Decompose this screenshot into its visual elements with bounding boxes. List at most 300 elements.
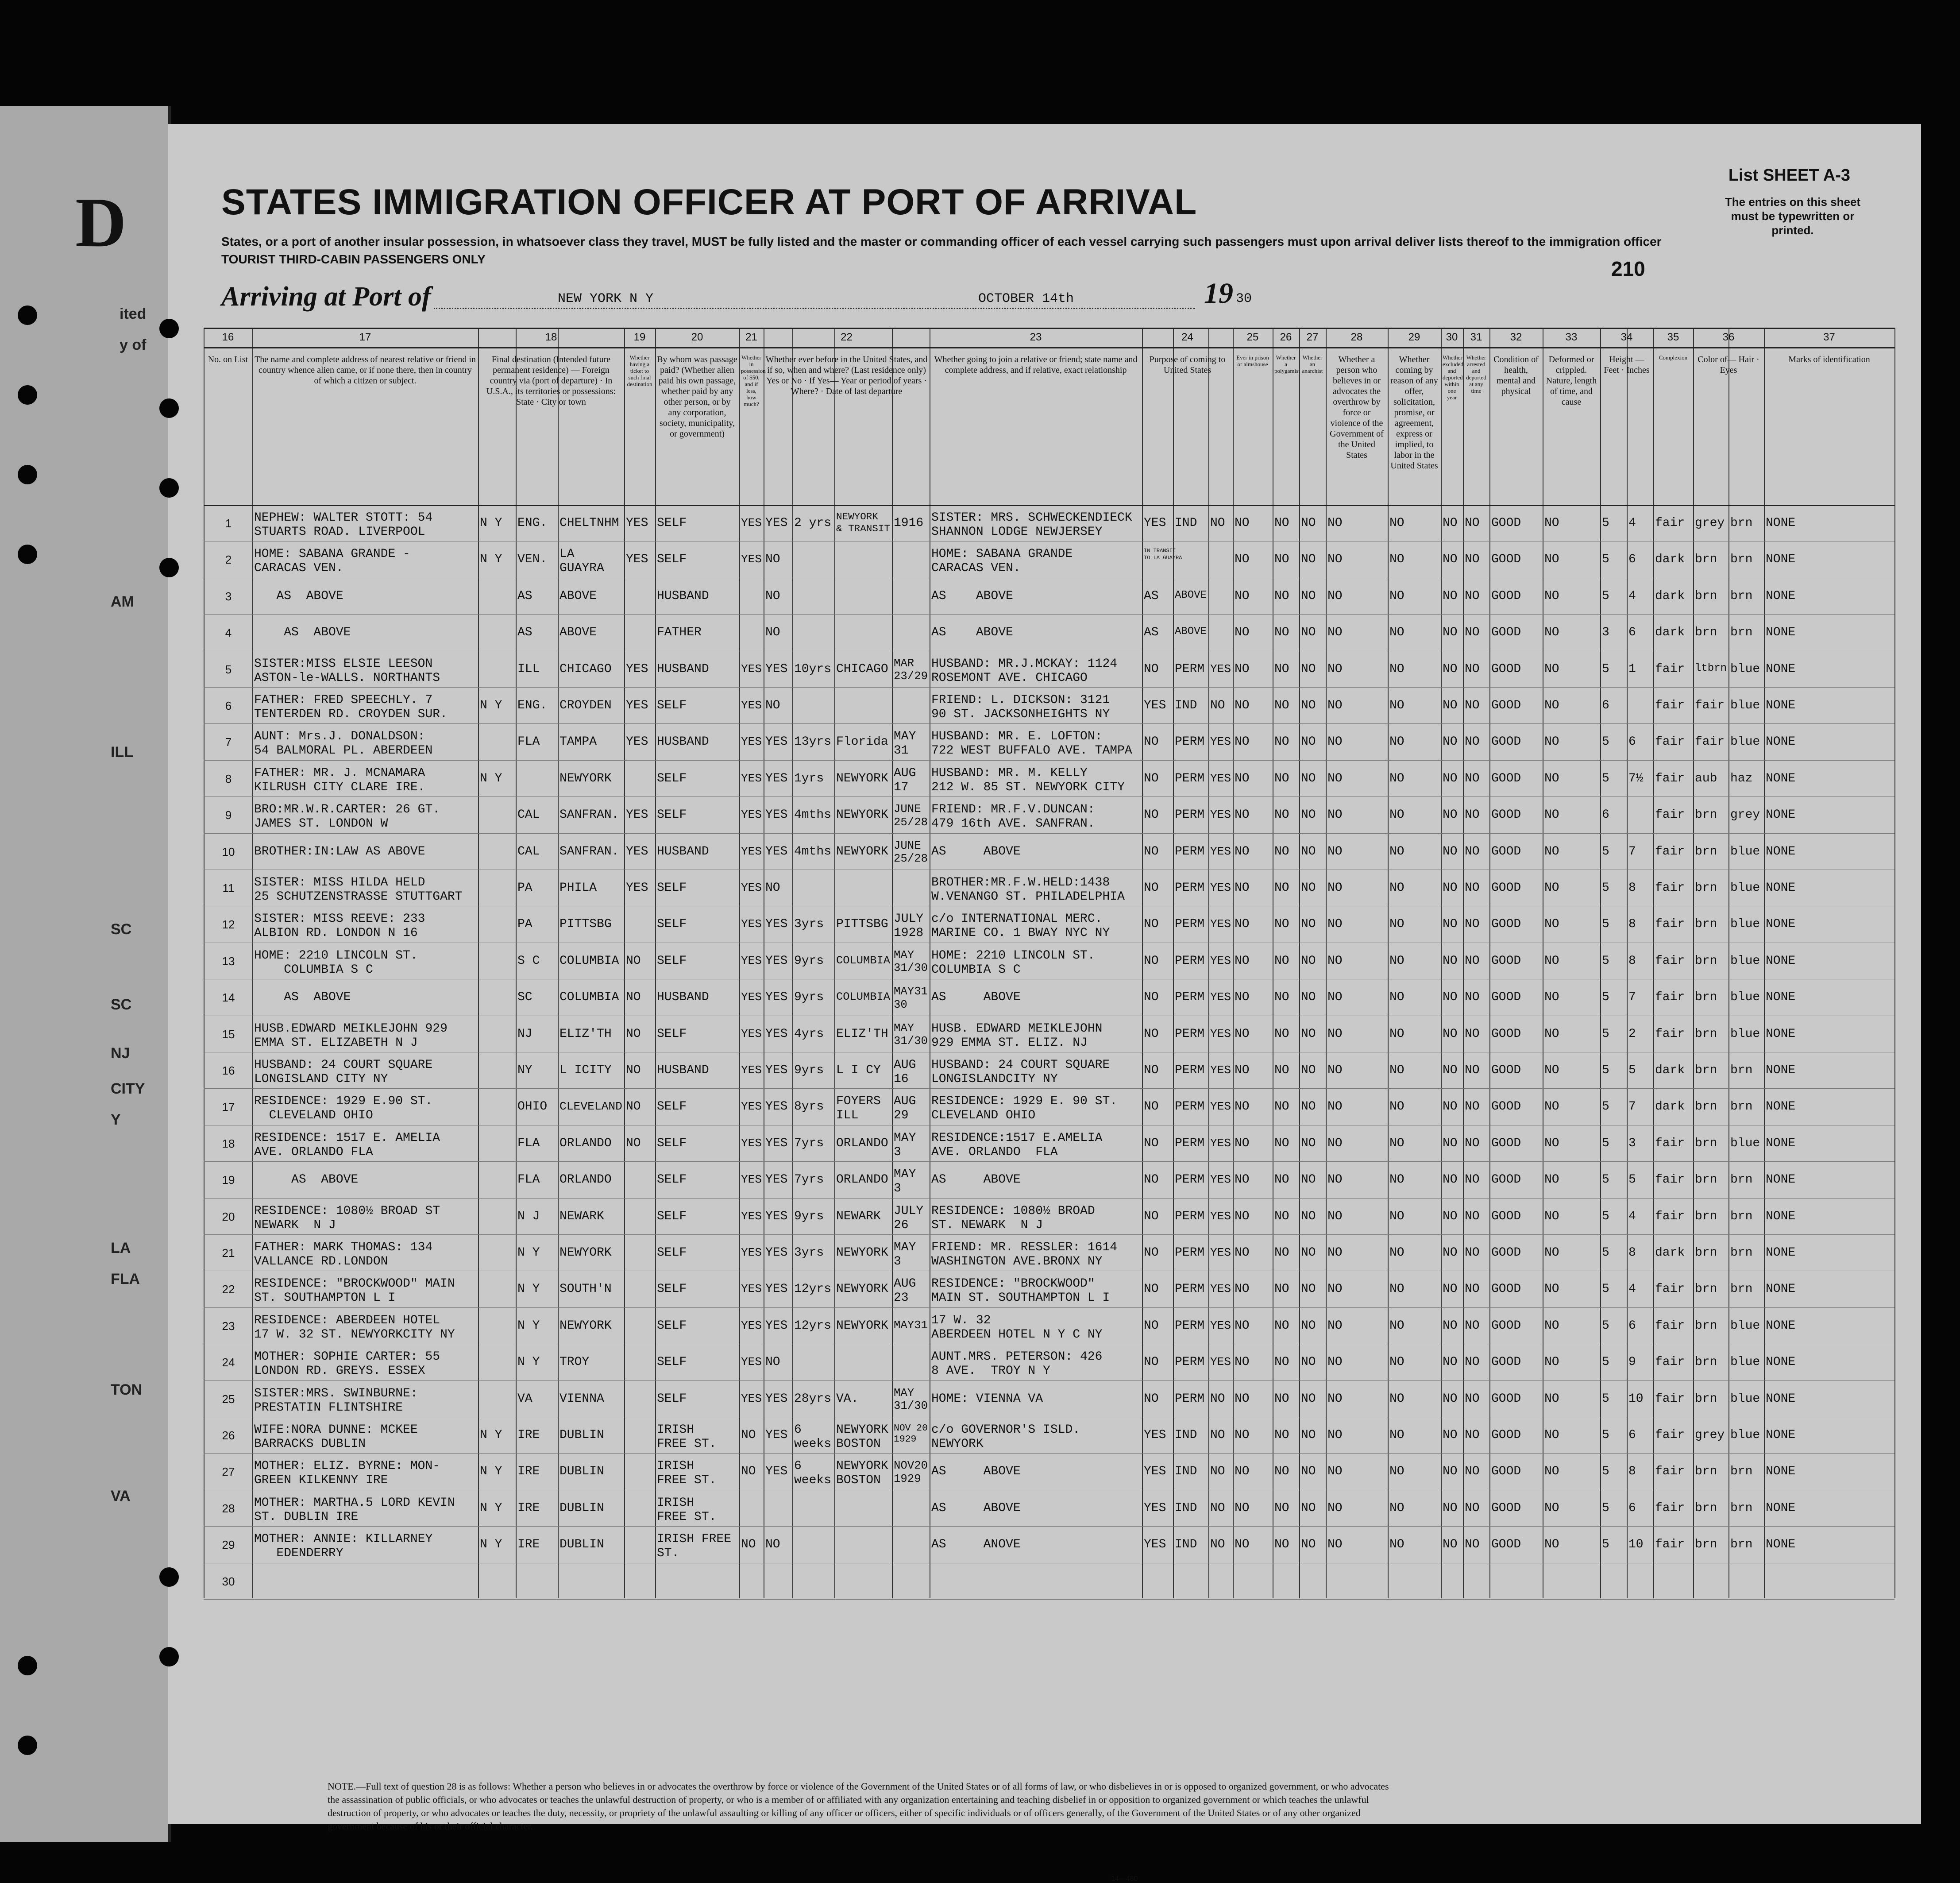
cell-no: 25 xyxy=(222,1392,235,1406)
cell-c27: NO xyxy=(1301,1100,1316,1114)
cell-feet: 6 xyxy=(1602,699,1609,712)
cell-citizen: YES xyxy=(1210,1282,1231,1296)
cell-rel: NEPHEW: WALTER STOTT: 54 STUARTS ROAD. LIVERPOOL xyxy=(254,511,433,539)
cell-c29: NO xyxy=(1389,735,1404,749)
cell-c30: NO xyxy=(1443,1100,1458,1114)
cell-length: PERM xyxy=(1175,1100,1205,1114)
cell-c25: NO xyxy=(1235,1282,1250,1296)
column-header: Whether arrested and deported at any time xyxy=(1466,354,1486,394)
cell-c30: NO xyxy=(1443,626,1458,640)
cell-c26: NO xyxy=(1274,626,1289,640)
cell-eyes: blue xyxy=(1730,1392,1760,1406)
cell-c27: NO xyxy=(1301,626,1316,640)
cell-purpose: NO xyxy=(1144,1246,1159,1260)
table-row xyxy=(204,505,1894,541)
cell-length: PERM xyxy=(1175,954,1205,968)
cell-state: ILL xyxy=(517,662,540,676)
cell-via: N Y xyxy=(480,1538,502,1552)
cell-marks: NONE xyxy=(1766,1136,1796,1150)
cell-c31: NO xyxy=(1465,589,1480,603)
cell-health: GOOD xyxy=(1491,1209,1521,1223)
cell-c25: NO xyxy=(1235,917,1250,932)
cell-paid: HUSBAND xyxy=(657,1063,709,1077)
cell-c25: NO xyxy=(1235,1100,1250,1114)
cell-before: YES xyxy=(765,990,788,1005)
cell-ticket: YES xyxy=(626,662,648,676)
cell-inches: 6 xyxy=(1628,626,1636,640)
cell-hair: brn xyxy=(1695,844,1717,858)
cell-dep: JUNE 25/28 xyxy=(894,839,928,866)
cell-c26: NO xyxy=(1274,881,1289,895)
cell-hair: aub xyxy=(1695,771,1717,785)
cell-c27: NO xyxy=(1301,1428,1316,1442)
cell-years: 12yrs xyxy=(794,1282,832,1296)
table-row xyxy=(204,797,1894,833)
cell-length: PERM xyxy=(1175,1027,1205,1041)
cell-citizen: NO xyxy=(1210,516,1225,530)
cell-c28: NO xyxy=(1327,1318,1343,1333)
cell-c27: NO xyxy=(1301,844,1316,858)
binder-hole xyxy=(159,558,179,577)
table-row xyxy=(204,1052,1894,1089)
cell-no: 30 xyxy=(222,1574,235,1588)
cell-money: YES xyxy=(741,1282,762,1296)
cell-deformed: NO xyxy=(1544,771,1559,785)
cell-city: CROYDEN xyxy=(559,699,612,712)
cell-marks: NONE xyxy=(1766,1282,1796,1296)
cell-dep: 1916 xyxy=(894,516,924,530)
cell-feet: 5 xyxy=(1602,1428,1609,1442)
cell-complexion: fair xyxy=(1655,990,1685,1005)
cell-c26: NO xyxy=(1274,553,1289,567)
cell-feet: 5 xyxy=(1602,990,1609,1005)
column-number: 21 xyxy=(745,331,757,343)
cell-ticket: NO xyxy=(626,1063,641,1077)
cell-before: YES xyxy=(765,662,788,676)
cell-money: YES xyxy=(741,1318,762,1332)
previous-page-fragment: VA xyxy=(111,1488,131,1504)
cell-c30: NO xyxy=(1443,553,1458,567)
cell-c31: NO xyxy=(1465,1027,1480,1041)
cell-c31: NO xyxy=(1465,1318,1480,1333)
cell-no: 26 xyxy=(222,1429,235,1442)
table-row xyxy=(204,760,1894,797)
cell-before: YES xyxy=(765,1392,788,1406)
cell-years: 4yrs xyxy=(794,1027,824,1041)
cell-c27: NO xyxy=(1301,553,1316,567)
cell-join: AS ABOVE xyxy=(931,1501,1021,1515)
cell-before: NO xyxy=(765,553,780,567)
cell-c26: NO xyxy=(1274,1027,1289,1041)
cell-dep: NOV 20 1929 xyxy=(894,1423,928,1445)
cell-c31: NO xyxy=(1465,881,1480,895)
column-number: 22 xyxy=(841,331,853,343)
cell-years: 4mths xyxy=(794,844,832,858)
cell-length: PERM xyxy=(1175,1063,1205,1077)
cell-c26: NO xyxy=(1274,1173,1289,1187)
cell-marks: NONE xyxy=(1766,699,1796,712)
cell-no: 20 xyxy=(222,1210,235,1223)
cell-c26: NO xyxy=(1274,662,1289,676)
cell-via: N Y xyxy=(480,516,502,530)
cell-c26: NO xyxy=(1274,1501,1289,1515)
cell-deformed: NO xyxy=(1544,1282,1559,1296)
cell-marks: NONE xyxy=(1766,917,1796,932)
cell-paid: SELF xyxy=(657,1027,687,1041)
cell-ticket: NO xyxy=(626,1136,641,1150)
cell-via: N Y xyxy=(480,1428,502,1442)
cell-complexion: dark xyxy=(1655,589,1685,603)
cell-paid: SELF xyxy=(657,1318,687,1333)
column-number: 25 xyxy=(1246,331,1259,343)
cell-purpose: NO xyxy=(1144,881,1159,895)
cell-no: 22 xyxy=(222,1283,235,1296)
cell-inches: 8 xyxy=(1628,881,1636,895)
cell-no: 29 xyxy=(222,1538,235,1552)
cell-c29: NO xyxy=(1389,844,1404,858)
cell-c25: NO xyxy=(1235,1538,1250,1552)
cell-c26: NO xyxy=(1274,917,1289,932)
cell-before: NO xyxy=(765,589,780,603)
table-row xyxy=(204,1344,1894,1380)
cell-state: VEN. xyxy=(517,553,548,567)
cell-marks: NONE xyxy=(1766,516,1796,530)
cell-c27: NO xyxy=(1301,917,1316,932)
column-number: 31 xyxy=(1470,331,1482,343)
cell-citizen: NO xyxy=(1210,1538,1225,1552)
cell-health: GOOD xyxy=(1491,917,1521,932)
cell-city: NEWYORK xyxy=(559,771,612,785)
cell-feet: 5 xyxy=(1602,735,1609,749)
cell-c31: NO xyxy=(1465,1209,1480,1223)
cell-citizen: YES xyxy=(1210,1355,1231,1369)
cell-dep: AUG 16 xyxy=(894,1058,916,1086)
cell-join: 17 W. 32 ABERDEEN HOTEL N Y C NY xyxy=(931,1313,1103,1342)
cell-dep: MAY 3 xyxy=(894,1168,916,1196)
cell-where: ORLANDO xyxy=(836,1136,888,1150)
cell-c27: NO xyxy=(1301,954,1316,968)
cell-eyes: brn xyxy=(1730,516,1753,530)
cell-complexion: fair xyxy=(1655,1355,1685,1369)
cell-inches: 6 xyxy=(1628,1501,1636,1515)
cell-health: GOOD xyxy=(1491,1538,1521,1552)
cell-feet: 5 xyxy=(1602,1355,1609,1369)
cell-rel: HUSBAND: 24 COURT SQUARE LONGISLAND CITY NY xyxy=(254,1058,433,1086)
cell-city: TROY xyxy=(559,1355,590,1369)
binder-hole xyxy=(159,398,179,418)
cell-state: NY xyxy=(517,1063,532,1077)
date-fill-line xyxy=(903,308,1195,309)
binder-hole xyxy=(18,305,37,325)
cell-hair: brn xyxy=(1695,1173,1717,1187)
cell-deformed: NO xyxy=(1544,1136,1559,1150)
cell-c30: NO xyxy=(1443,990,1458,1005)
cell-length: IND xyxy=(1175,1428,1197,1442)
cell-c26: NO xyxy=(1274,1136,1289,1150)
cell-c30: NO xyxy=(1443,662,1458,676)
column-header: Whether in possession of $50, and if less, how much? xyxy=(741,354,766,407)
cell-c29: NO xyxy=(1389,881,1404,895)
cell-c29: NO xyxy=(1389,1063,1404,1077)
cell-c28: NO xyxy=(1327,662,1343,676)
cell-citizen: YES xyxy=(1210,881,1231,894)
cell-c27: NO xyxy=(1301,1501,1316,1515)
cell-no: 10 xyxy=(222,845,235,858)
cell-paid: HUSBAND xyxy=(657,990,709,1005)
cell-where: NEWYORK xyxy=(836,1318,888,1333)
cell-rel: RESIDENCE: 1929 E.90 ST. CLEVELAND OHIO xyxy=(254,1094,433,1123)
cell-citizen: YES xyxy=(1210,1209,1231,1223)
cell-eyes: brn xyxy=(1730,1538,1753,1552)
cell-inches: 8 xyxy=(1628,1246,1636,1260)
table-row xyxy=(204,943,1894,979)
cell-marks: NONE xyxy=(1766,626,1796,640)
cell-length: PERM xyxy=(1175,1209,1205,1223)
cell-c28: NO xyxy=(1327,626,1343,640)
cell-c25: NO xyxy=(1235,1063,1250,1077)
cell-money: YES xyxy=(741,1063,762,1077)
cell-c30: NO xyxy=(1443,1282,1458,1296)
cell-deformed: NO xyxy=(1544,917,1559,932)
cell-no: 3 xyxy=(225,589,232,603)
cell-c28: NO xyxy=(1327,699,1343,712)
cell-inches: 4 xyxy=(1628,1282,1636,1296)
cell-hair: brn xyxy=(1695,1100,1717,1114)
cell-hair: brn xyxy=(1695,1246,1717,1260)
cell-marks: NONE xyxy=(1766,1173,1796,1187)
cell-citizen: NO xyxy=(1210,699,1225,712)
cell-c27: NO xyxy=(1301,1027,1316,1041)
cell-ticket: NO xyxy=(626,1027,641,1041)
cell-c26: NO xyxy=(1274,954,1289,968)
cell-join: AS ANOVE xyxy=(931,1538,1021,1552)
cell-marks: NONE xyxy=(1766,954,1796,968)
cell-health: GOOD xyxy=(1491,1027,1521,1041)
cell-c27: NO xyxy=(1301,1465,1316,1479)
cell-state: FLA xyxy=(517,735,540,749)
cell-paid: IRISH FREE ST. xyxy=(657,1459,717,1488)
cell-paid: IRISH FREE ST. xyxy=(657,1423,717,1451)
cell-hair: grey xyxy=(1695,1428,1725,1442)
cell-complexion: fair xyxy=(1655,735,1685,749)
column-header: Whether going to join a relative or friend; state name and complete address, and if relative, exact relationship xyxy=(934,355,1138,375)
cell-length: IND xyxy=(1175,1538,1197,1552)
cell-c31: NO xyxy=(1465,1355,1480,1369)
cell-rel: SISTER:MISS ELSIE LEESON ASTON-le-WALLS. NORTHANTS xyxy=(254,657,440,685)
table-row xyxy=(204,1088,1894,1125)
cell-dep: NOV20 1929 xyxy=(894,1459,928,1486)
cell-rel: HUSB.EDWARD MEIKLEJOHN 929 EMMA ST. ELIZABETH N J xyxy=(254,1021,448,1050)
cell-feet: 5 xyxy=(1602,844,1609,858)
cell-c26: NO xyxy=(1274,516,1289,530)
cell-eyes: blue xyxy=(1730,881,1760,895)
column-header: Whether having a ticket to such final destination xyxy=(627,354,652,387)
cell-before: YES xyxy=(765,1027,788,1041)
cell-c25: NO xyxy=(1235,1392,1250,1406)
cell-eyes: grey xyxy=(1730,808,1760,822)
cell-feet: 5 xyxy=(1602,1501,1609,1515)
cell-join: c/o GOVERNOR'S ISLD. NEWYORK xyxy=(931,1423,1080,1451)
cell-complexion: fair xyxy=(1655,771,1685,785)
entries-note: The entries on this sheet must be typewritten or printed. xyxy=(1725,195,1861,237)
cell-join: HOME: 2210 LINCOLN ST. COLUMBIA S C xyxy=(931,948,1095,977)
cell-hair: brn xyxy=(1695,1465,1717,1479)
cell-complexion: fair xyxy=(1655,1428,1685,1442)
cell-paid: SELF xyxy=(657,881,687,895)
cell-dep: AUG 23 xyxy=(894,1277,916,1305)
cell-eyes: brn xyxy=(1730,589,1753,603)
table-row xyxy=(204,1161,1894,1198)
cell-before: NO xyxy=(765,626,780,640)
cell-no: 4 xyxy=(225,626,232,640)
cell-inches: 5 xyxy=(1628,1063,1636,1077)
cell-c27: NO xyxy=(1301,1318,1316,1333)
cell-money: YES xyxy=(741,1392,762,1405)
cell-state: VA xyxy=(517,1392,532,1406)
cell-c29: NO xyxy=(1389,808,1404,822)
cell-money: YES xyxy=(741,1355,762,1369)
cell-no: 19 xyxy=(222,1173,235,1187)
cell-state: N J xyxy=(517,1209,540,1223)
cell-c27: NO xyxy=(1301,516,1316,530)
cell-c30: NO xyxy=(1443,1209,1458,1223)
cell-c28: NO xyxy=(1327,1173,1343,1187)
cell-c26: NO xyxy=(1274,1209,1289,1223)
cell-c29: NO xyxy=(1389,1501,1404,1515)
cell-c30: NO xyxy=(1443,844,1458,858)
cell-health: GOOD xyxy=(1491,881,1521,895)
cell-money: YES xyxy=(741,553,762,566)
cell-citizen: NO xyxy=(1210,1392,1225,1406)
cell-c30: NO xyxy=(1443,699,1458,712)
cell-eyes: blue xyxy=(1730,699,1760,712)
cell-marks: NONE xyxy=(1766,1392,1796,1406)
cell-complexion: fair xyxy=(1655,1318,1685,1333)
cell-purpose: YES xyxy=(1144,699,1166,712)
cell-c25: NO xyxy=(1235,1173,1250,1187)
cell-before: YES xyxy=(765,808,788,822)
cell-health: GOOD xyxy=(1491,844,1521,858)
cell-c27: NO xyxy=(1301,589,1316,603)
cell-paid: HUSBAND xyxy=(657,735,709,749)
cell-before: YES xyxy=(765,516,788,530)
cell-c31: NO xyxy=(1465,1465,1480,1479)
cell-hair: brn xyxy=(1695,1282,1717,1296)
column-number: 30 xyxy=(1446,331,1458,343)
cell-health: GOOD xyxy=(1491,1465,1521,1479)
cell-via: N Y xyxy=(480,699,502,712)
cell-c26: NO xyxy=(1274,1063,1289,1077)
cell-c28: NO xyxy=(1327,771,1343,785)
cell-city: NEWARK xyxy=(559,1209,604,1223)
table-row xyxy=(204,1198,1894,1235)
cell-purpose: NO xyxy=(1144,1173,1159,1187)
cell-deformed: NO xyxy=(1544,1355,1559,1369)
cell-c26: NO xyxy=(1274,1318,1289,1333)
cell-years: 3yrs xyxy=(794,917,824,932)
cell-purpose: NO xyxy=(1144,844,1159,858)
table-row xyxy=(204,1526,1894,1563)
cell-city: NEWYORK xyxy=(559,1246,612,1260)
cell-where: NEWYORK xyxy=(836,808,888,822)
cell-citizen: YES xyxy=(1210,1027,1231,1040)
column-number: 34 xyxy=(1620,331,1633,343)
cell-city: ORLANDO xyxy=(559,1173,612,1187)
column-number: 26 xyxy=(1280,331,1292,343)
cell-c29: NO xyxy=(1389,1173,1404,1187)
cell-c30: NO xyxy=(1443,1355,1458,1369)
cell-c28: NO xyxy=(1327,1246,1343,1260)
cell-complexion: fair xyxy=(1655,1136,1685,1150)
cell-citizen: YES xyxy=(1210,1318,1231,1332)
cell-join: HUSBAND: MR. M. KELLY 212 W. 85 ST. NEWYORK CITY xyxy=(931,766,1125,794)
cell-before: NO xyxy=(765,1538,780,1552)
cell-dep: JULY 26 xyxy=(894,1204,924,1232)
cell-city: CHICAGO xyxy=(559,662,612,676)
cell-no: 12 xyxy=(222,918,235,932)
cell-length: PERM xyxy=(1175,771,1205,785)
arriving-label: Arriving at Port of xyxy=(221,282,431,312)
column-header: Whether excluded and deported within one year xyxy=(1443,354,1463,401)
cell-money: YES xyxy=(741,954,762,967)
cell-eyes: blue xyxy=(1730,1027,1760,1041)
cell-c30: NO xyxy=(1443,1027,1458,1041)
cell-where: ELIZ'TH xyxy=(836,1027,888,1041)
cell-rel: AS ABOVE xyxy=(254,1173,359,1187)
cell-rel: WIFE:NORA DUNNE: MCKEE BARRACKS DUBLIN xyxy=(254,1423,418,1451)
cell-join: AS ABOVE xyxy=(931,844,1021,858)
cell-rel: FATHER: MR. J. MCNAMARA KILRUSH CITY CLARE IRE. xyxy=(254,766,425,794)
cell-feet: 5 xyxy=(1602,1136,1609,1150)
cell-c29: NO xyxy=(1389,553,1404,567)
cell-c31: NO xyxy=(1465,1428,1480,1442)
cell-complexion: fair xyxy=(1655,1027,1685,1041)
cell-c29: NO xyxy=(1389,1100,1404,1114)
cell-c31: NO xyxy=(1465,1282,1480,1296)
cell-paid: SELF xyxy=(657,1246,687,1260)
cell-ticket: NO xyxy=(626,1100,641,1114)
cell-city: DUBLIN xyxy=(559,1538,604,1552)
cell-no: 27 xyxy=(222,1465,235,1479)
cell-feet: 5 xyxy=(1602,1392,1609,1406)
table-row xyxy=(204,1234,1894,1271)
cell-c26: NO xyxy=(1274,771,1289,785)
cell-rel: SISTER: MISS REEVE: 233 ALBION RD. LONDON N 16 xyxy=(254,912,425,940)
cell-health: GOOD xyxy=(1491,1282,1521,1296)
cell-c31: NO xyxy=(1465,917,1480,932)
cell-complexion: fair xyxy=(1655,516,1685,530)
cell-inches: 6 xyxy=(1628,553,1636,567)
cell-c25: NO xyxy=(1235,844,1250,858)
cell-c26: NO xyxy=(1274,990,1289,1005)
cell-c25: NO xyxy=(1235,626,1250,640)
cell-paid: HUSBAND xyxy=(657,844,709,858)
table-row xyxy=(204,833,1894,870)
cell-hair: brn xyxy=(1695,1063,1717,1077)
cell-marks: NONE xyxy=(1766,990,1796,1005)
cell-rel: MOTHER: MARTHA.5 LORD KEVIN ST. DUBLIN IRE xyxy=(254,1496,455,1524)
cell-hair: grey xyxy=(1695,516,1725,530)
cell-city: SOUTH'N xyxy=(559,1282,612,1296)
cell-c30: NO xyxy=(1443,1465,1458,1479)
cell-join: RESIDENCE: 1080½ BROAD ST. NEWARK N J xyxy=(931,1204,1095,1232)
cell-dep: MAY 3 xyxy=(894,1131,916,1159)
cell-purpose: NO xyxy=(1144,1100,1159,1114)
cell-before: YES xyxy=(765,1209,788,1223)
cell-c27: NO xyxy=(1301,662,1316,676)
cell-years: 4mths xyxy=(794,808,832,822)
cell-c29: NO xyxy=(1389,1465,1404,1479)
